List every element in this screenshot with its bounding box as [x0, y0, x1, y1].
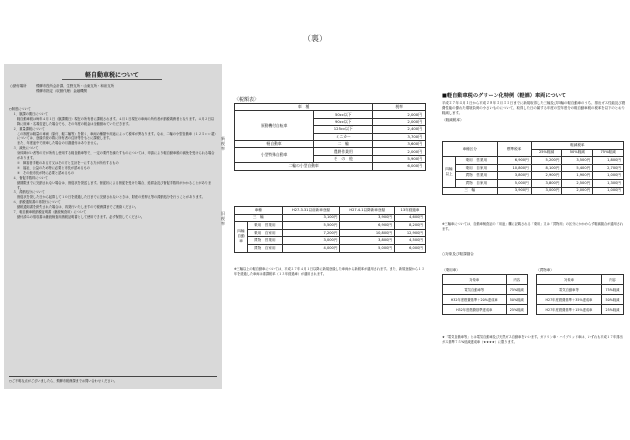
cell: 6,000円 [395, 244, 426, 252]
paragraph: ③ その他市長が特に必要と認めるもの [17, 170, 75, 175]
cell: 4,600円 [395, 214, 426, 222]
middle-column [221, 96, 426, 276]
cell: 2,700円 [593, 164, 624, 172]
left-note: ○ご不明な点がございましたら、飛騨市税務課までお問い合わせください。 [9, 376, 217, 383]
table-row [443, 187, 624, 195]
cell: 6,900円 [497, 157, 531, 165]
table-row [443, 295, 528, 305]
header-cell: 税率 [373, 104, 426, 111]
table-row [235, 214, 426, 222]
table-header-row [235, 104, 426, 111]
header-cell: 13年経過車 [395, 207, 426, 215]
cell: 3,100円 [282, 214, 340, 222]
table-row [235, 163, 426, 170]
table-row [537, 305, 624, 315]
cell: H27年度燃費基準＋35%達成車 [537, 295, 602, 305]
header-cell: 標準税率 [497, 142, 531, 157]
cell: 2,500円 [562, 179, 593, 187]
paragraph: ② 福祉、公益のため特に必要と市長が認めるもの [17, 165, 90, 170]
cell: 3,800円 [340, 237, 395, 245]
header-cell: H27.3.31以前新車登録 [282, 207, 340, 215]
paragraph: また、年度途中で廃車した場合の月割還付はありません。 [17, 141, 101, 146]
cell: 75%軽減 [601, 285, 623, 295]
green-footnote: ★「電気自動車等」とは電気自動車及び天然ガス自動車をいいます。ガソリン車・ハイブリッド車は、いずれも平成１７年排出ガス基準７５%低減達成車（★★★★）に限ります。 [442, 335, 623, 344]
header-cell: 75%軽減 [593, 149, 624, 157]
cell: 3,900円 [340, 214, 395, 222]
green-intro: 平成２７年４月１日から平成２８年３月３１日までに新規取得した三輪及び四輪の軽自動車のうち、排出ガス性能及び燃費性能の優れた環境負荷の小さいものについて、取得した日の属する年度の翌年度分の軽自動車税の税率を以下のとおり軽減します。 [442, 101, 626, 115]
paragraph: 納期限までに完納されない場合は、督促状を発送します。督促状による督促を受けた場合、延滞金及び督促手数料がかかることがあります。 [17, 180, 212, 190]
paragraph: 納付済みの領収書は継続検査用納税証明書として使用できます。必ず保管してください。 [17, 214, 145, 219]
cell: 4,000円 [282, 244, 340, 252]
paragraph: ６．納税通知書の再発行について [13, 200, 61, 205]
cell: H32年度燃費基準達成車 [443, 305, 507, 315]
group-cell: 四輪自動車 [235, 222, 248, 252]
header-cell: H27.4.1以降新車登録 [340, 207, 395, 215]
cell: 3,800円 [497, 172, 531, 180]
reduced-rate-table [442, 141, 624, 195]
paragraph: ３．減免について [13, 146, 39, 151]
header-cell: 車種区分 [443, 142, 498, 157]
cell: 10,800円 [340, 229, 395, 237]
table-header-row [235, 207, 426, 215]
cell: 乗用 営業用 [248, 222, 283, 230]
table-row [235, 244, 426, 252]
cell: 5,200円 [531, 157, 562, 165]
cell: 2,000円 [562, 187, 593, 195]
cell: 3,600円 [373, 140, 426, 147]
group-cell: 原動機付自転車 [235, 111, 314, 141]
table-row [235, 140, 426, 147]
cell: 10,800円 [497, 164, 531, 172]
cell: 6,900円 [340, 222, 395, 230]
table-row [443, 179, 624, 187]
header-cell: 車 [297, 104, 302, 110]
side-label-new: 新税率 [221, 136, 225, 151]
cell: 25%軽減 [506, 305, 528, 315]
header-cell: 軽減税率 [531, 142, 623, 150]
reduced-rate-note: ※三輪車については、自動車検査証の「用途」欄に記載される「乗用」又は「貨物用」の区分にかかわらず軽減割合が適用されます。 [442, 222, 624, 231]
cell: 5,000円 [497, 179, 531, 187]
cell: 農耕作業用 [314, 148, 373, 155]
cell: 三 輪 [235, 214, 283, 222]
cell: 3,500円 [562, 157, 593, 165]
green-section-heading: ■軽自動車税のグリーン化特例（軽課）車両について [442, 93, 567, 99]
left-panel [4, 64, 222, 389]
field-key: ○納付場所 [10, 84, 27, 88]
table-row [443, 164, 624, 172]
cell: 1,900円 [562, 172, 593, 180]
field-key [10, 89, 36, 94]
cell: 90cc以下 [314, 118, 373, 125]
cell: 5,400円 [562, 164, 593, 172]
cell: 6,000円 [373, 163, 426, 170]
cargo-caption: 〈貨物車〉 [536, 268, 554, 272]
left-title: 軽自動車税について [62, 70, 162, 80]
cargo-table [536, 274, 624, 315]
passenger-caption: 〈乗用車〉 [442, 268, 460, 272]
cell: 2,000円 [373, 111, 426, 118]
cell: 75%軽減 [506, 285, 528, 295]
right-column [442, 92, 628, 344]
cell: 125cc以下 [314, 126, 373, 133]
cell: 乗用 自家用 [456, 164, 498, 172]
table-row [443, 305, 528, 315]
cell: 貨物 自家用 [248, 244, 283, 252]
paragraph: 督促状を発した日から起算して１０日を経過した日までに完納されないときは、財産の差押え等の滞納処分を行うことがあります。 [17, 195, 205, 200]
cell: 4,500円 [395, 237, 426, 245]
paragraph: この制度は軽量の車両（原付、軽二輪等）を除く、車両の種類や用途によって税率が異なります。なお、二輪の小型自動車（１２５ｃｃ超）については、登録手続の際に所有者の住所等をもとに課税します。 [17, 131, 216, 141]
table-row [235, 229, 426, 237]
table-header-row [443, 142, 624, 150]
cell: 2,000円 [373, 148, 426, 155]
table-row [443, 285, 528, 295]
table-row [443, 172, 624, 180]
cell: 2,900円 [531, 172, 562, 180]
cell: 二 輪 [314, 140, 373, 147]
cell: H27年度燃費基準＋15%達成車 [537, 305, 602, 315]
cell: 8,100円 [531, 164, 562, 172]
cell: 1,000円 [593, 172, 624, 180]
tax-rate-table [234, 103, 426, 171]
page-header: （裏） [303, 34, 327, 43]
field-row [10, 89, 216, 94]
middle-note: ※三輪以上の軽自動車については、平成２７年４月１日以降に新規登録した車両から新税率が適用されます。また、新規登録から１３年を経過した車両は重課税率（１３年経過車）が適用されます。 [234, 267, 425, 276]
cell: そ の 他 [314, 155, 373, 162]
cell: 乗用 営業用 [456, 157, 498, 165]
table-row [235, 222, 426, 230]
cell: 5,000円 [340, 244, 395, 252]
table-row [235, 237, 426, 245]
header-cell: 種 [305, 104, 310, 110]
cell: 5,500円 [282, 222, 340, 230]
header-cell: 内容 [506, 275, 528, 285]
cell: 軽自動車 [235, 140, 314, 147]
paragraph: ２．重量課税について [13, 126, 45, 131]
table-row [537, 285, 624, 295]
header-cell: 50%軽減 [562, 149, 593, 157]
cell: 電気自動車等 [537, 285, 602, 295]
table-row [235, 111, 426, 118]
table-row [443, 157, 624, 165]
paragraph: ４．督促手数料について [13, 175, 48, 180]
header-cell: 内容 [601, 275, 623, 285]
field-value: 飛騨市指定（収納代理）金融機関 [36, 89, 87, 94]
paragraph: ５．滞納処分について [13, 190, 45, 195]
cell: 二輪の小型自動車 [235, 163, 373, 170]
cell: 8,200円 [395, 222, 426, 230]
cell: 貨物 自家用 [456, 179, 498, 187]
table-header-row [443, 275, 528, 285]
cell: 2,400円 [373, 126, 426, 133]
table-row [537, 295, 624, 305]
table-row [235, 148, 426, 155]
cell: ミニカー [314, 133, 373, 140]
header-cell: 対象車 [443, 275, 507, 285]
cell: 乗用 自家用 [248, 229, 283, 237]
group-cell: 四輪以上 [443, 157, 456, 187]
cell: 3,000円 [531, 187, 562, 195]
side-label-old: 旧税率 [221, 211, 225, 226]
header-cell: 対象車 [537, 275, 602, 285]
light-vehicle-table [234, 206, 426, 253]
paragraph: 軽自動車税は毎年４月１日（賦課期日）現在の所有者に課税されます。４月１日現在の車両の所有者が納税義務者となります。４月２日以降に廃車・名義変更した場合でも、その年度の税金は全額納めていただきます。 [17, 116, 215, 126]
cell: 3,800円 [531, 179, 562, 187]
paragraph: 納税通知書を紛失された場合は、再発行いたしますので税務課までご連絡ください。 [17, 205, 139, 210]
reduced-rate-caption: 〈軽減税率〉 [442, 118, 464, 123]
passenger-table [442, 274, 528, 315]
cell: 25%軽減 [601, 305, 623, 315]
target-caption: ○対象及び軽課割合 [442, 252, 474, 256]
cell: 1,300円 [593, 179, 624, 187]
cell: 貨物 営業用 [456, 172, 498, 180]
cell: 50cc以下 [314, 111, 373, 118]
section-heading: ○制度について [9, 107, 31, 111]
cell: 小型特殊自動車 [235, 148, 314, 163]
field-value: 飛騨市役所会計課、生野支所・山東支所・和泉支所 [36, 84, 114, 88]
cell: 50%軽減 [601, 295, 623, 305]
paragraph: １．賦課の期日について [13, 111, 48, 116]
cell: 3,700円 [373, 133, 426, 140]
paragraph: 身体障がい者等の方が所有し使用する軽自動車等で、一定の要件を満たすものについては、申請により軽自動車税の減免を受けられる場合があります。 [17, 151, 215, 161]
cell: 電気自動車等 [443, 285, 507, 295]
table-header-row [537, 275, 624, 285]
cell: 7,200円 [282, 229, 340, 237]
cell: 5,900円 [373, 155, 426, 162]
cargo-block [536, 268, 624, 315]
cell: 三 輪 [443, 187, 498, 195]
cell: 2,000円 [373, 118, 426, 125]
paragraph: ７．軽自動車税納税証明書（継続検査用）について [13, 210, 87, 215]
cell: 3,000円 [282, 237, 340, 245]
cell: H32年度燃費基準＋20%達成車 [443, 295, 507, 305]
cell: 1,800円 [593, 157, 624, 165]
cell: 50%軽減 [506, 295, 528, 305]
paragraph: ① 障害者手帳のある方又はその方と生計を一にする方が所有するもの [17, 160, 119, 165]
passenger-block [442, 268, 528, 315]
cell: 3,900円 [497, 187, 531, 195]
cell: 貨物 営業用 [248, 237, 283, 245]
left-body [9, 107, 217, 220]
cell: 1,000円 [593, 187, 624, 195]
header-cell: 25%軽減 [531, 149, 562, 157]
tax-table-caption: 〈税額表〉 [234, 97, 260, 103]
cell: 12,900円 [395, 229, 426, 237]
header-cell: 車種 [235, 207, 283, 215]
payment-fields [10, 84, 216, 94]
